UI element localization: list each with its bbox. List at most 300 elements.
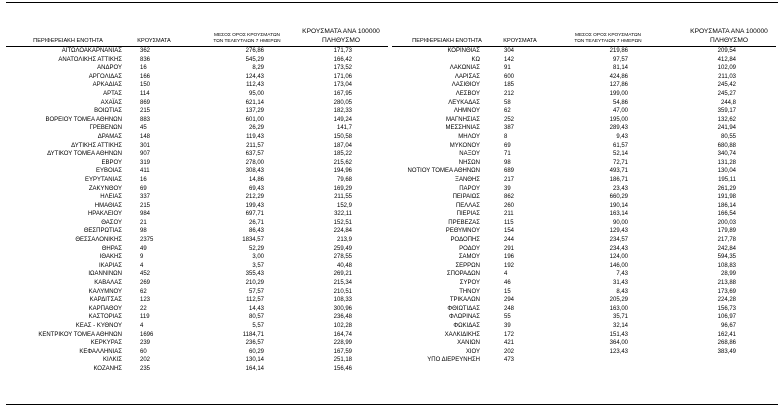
avg-7d-cell: 164,14 xyxy=(245,365,264,372)
cases-cell: 185 xyxy=(504,82,515,89)
per-100k-cell: 211,55 xyxy=(334,194,352,201)
cases-cell: 211 xyxy=(504,211,514,218)
region-cell: ΧΑΛΚΙΔΙΚΗΣ xyxy=(444,331,480,338)
table-row xyxy=(6,150,388,159)
table-row xyxy=(392,331,776,340)
cases-cell: 154 xyxy=(504,228,515,235)
table-row xyxy=(6,253,388,262)
per-100k-cell: 167,59 xyxy=(333,348,352,355)
avg-7d-cell: 8,29 xyxy=(252,65,264,72)
avg-7d-cell: 26,71 xyxy=(248,219,264,226)
avg-7d-cell: 57,57 xyxy=(248,288,264,295)
table-row xyxy=(392,185,776,194)
avg-7d-cell: 234,57 xyxy=(609,237,628,244)
per-100k-cell: 269,21 xyxy=(333,271,352,278)
avg-7d-cell: 95,00 xyxy=(248,90,264,97)
table-row xyxy=(392,47,776,56)
region-cell: ΑΡΤΑΣ xyxy=(103,90,122,97)
region-cell: ΡΟΔΟΥ xyxy=(459,245,480,252)
per-100k-cell: 106,97 xyxy=(717,314,736,321)
per-100k-cell: 194,96 xyxy=(333,168,352,175)
per-100k-cell: 412,84 xyxy=(717,56,736,63)
table-row xyxy=(6,193,388,202)
region-cell: ΠΑΡΟΥ xyxy=(459,185,480,192)
avg-7d-cell: 621,14 xyxy=(245,99,264,106)
table-row xyxy=(6,219,388,228)
avg-7d-cell: 69,43 xyxy=(248,185,264,192)
avg-7d-cell: 127,86 xyxy=(609,82,628,89)
avg-7d-cell: 276,86 xyxy=(245,48,264,54)
table-row xyxy=(6,90,388,99)
cases-cell: 1696 xyxy=(140,331,154,338)
region-cell: ΙΚΑΡΙΑΣ xyxy=(98,262,122,269)
table-row xyxy=(392,167,776,176)
table-row xyxy=(392,279,776,288)
per-100k-cell: 213,9 xyxy=(336,237,352,244)
avg-7d-cell: 660,29 xyxy=(609,194,628,201)
region-cell: ΠΕΙΡΑΙΩΣ xyxy=(452,194,480,201)
per-100k-cell: 211,03 xyxy=(718,73,736,80)
avg-7d-cell: 86,43 xyxy=(248,228,264,235)
per-100k-cell: 213,88 xyxy=(717,280,736,287)
region-cell: ΑΙΤΩΛΟΑΚΑΡΝΑΝΙΑΣ xyxy=(61,48,122,54)
table-row xyxy=(6,262,388,271)
per-100k-cell: 132,62 xyxy=(717,116,736,123)
region-cell: ΜΥΚΟΝΟΥ xyxy=(449,142,480,149)
avg-7d-cell: 14,86 xyxy=(248,176,264,183)
per-100k-cell: 141,7 xyxy=(336,125,352,132)
region-cell: ΝΟΤΙΟΥ ΤΟΜΕΑ ΑΘΗΝΩΝ xyxy=(407,168,480,175)
avg-7d-cell: 424,86 xyxy=(609,73,628,80)
region-cell: ΘΑΣΟΥ xyxy=(101,219,122,226)
cases-cell: 411 xyxy=(140,168,150,175)
table-row xyxy=(392,64,776,73)
per-100k-cell: 162,41 xyxy=(717,331,736,338)
region-cell: ΡΕΘΥΜΝΟΥ xyxy=(445,228,480,235)
cases-cell: 260 xyxy=(504,202,515,209)
header-region: ΠΕΡΙΦΕΡΕΙΑΚΗ ΕΝΟΤΗΤΑ xyxy=(33,38,103,44)
per-100k-cell: 167,95 xyxy=(333,90,352,97)
header-avg-7d: ΜΕΣΟΣ ΟΡΟΣ ΚΡΟΥΣΜΑΤΩΝ ΤΩΝ ΤΕΛΕΥΤΑΙΩΝ 7 ΗΜΕΡΩΝ xyxy=(574,33,642,44)
table-header xyxy=(6,22,388,45)
table-row xyxy=(6,245,388,254)
cases-cell: 452 xyxy=(140,271,151,278)
region-cell: ΕΒΡΟΥ xyxy=(101,159,122,166)
table-body xyxy=(392,47,776,365)
header-per-100k: ΚΡΟΥΣΜΑΤΑ ΑΝΑ 100000 ΠΛΗΘΥΣΜΟ xyxy=(690,28,768,44)
region-cell: ΒΟΡΕΙΟΥ ΤΟΜΕΑ ΑΘΗΝΩΝ xyxy=(45,116,122,123)
per-100k-cell: 102,09 xyxy=(717,65,736,72)
cases-cell: 58 xyxy=(504,99,511,106)
table-row xyxy=(6,73,388,82)
header-region: ΠΕΡΙΦΕΡΕΙΑΚΗ ΕΝΟΤΗΤΑ xyxy=(412,38,482,44)
cases-cell: 15 xyxy=(504,288,511,295)
per-100k-cell: 594,35 xyxy=(717,254,736,261)
avg-7d-cell: 81,14 xyxy=(612,65,628,72)
per-100k-cell: 179,89 xyxy=(717,228,736,235)
region-cell: ΧΑΝΙΩΝ xyxy=(457,340,480,347)
avg-7d-cell: 234,43 xyxy=(609,245,628,252)
region-cell: ΕΥΡΥΤΑΝΙΑΣ xyxy=(85,176,122,183)
cases-cell: 869 xyxy=(140,99,151,106)
per-100k-cell: 242,84 xyxy=(717,245,736,252)
cases-cell: 123 xyxy=(140,297,151,304)
per-100k-cell: 224,28 xyxy=(717,297,736,304)
avg-7d-cell: 52,14 xyxy=(612,151,628,158)
per-100k-cell: 322,11 xyxy=(334,211,352,218)
avg-7d-cell: 72,71 xyxy=(612,159,628,166)
table-row xyxy=(392,133,776,142)
table-row xyxy=(6,270,388,279)
cases-cell: 252 xyxy=(504,116,515,123)
table-row xyxy=(392,270,776,279)
table-row xyxy=(392,99,776,108)
region-cell: ΑΡΓΟΛΙΔΑΣ xyxy=(88,73,122,80)
cases-cell: 39 xyxy=(504,185,511,192)
table-row xyxy=(392,124,776,133)
cases-cell: 60 xyxy=(140,348,147,355)
avg-7d-cell: 112,57 xyxy=(246,297,264,304)
region-cell: ΕΥΒΟΙΑΣ xyxy=(95,168,122,175)
table-row xyxy=(392,73,776,82)
cases-cell: 421 xyxy=(504,340,515,347)
avg-7d-cell: 364,00 xyxy=(609,340,628,347)
table-row xyxy=(6,107,388,116)
avg-7d-cell: 195,00 xyxy=(609,116,628,123)
cases-cell: 600 xyxy=(504,73,515,80)
cases-cell: 235 xyxy=(140,365,151,372)
avg-7d-cell: 31,43 xyxy=(612,280,628,287)
region-cell: ΛΑΡΙΣΑΣ xyxy=(454,73,480,80)
cases-cell: 862 xyxy=(504,194,515,201)
table-row xyxy=(392,305,776,314)
region-cell: ΘΕΣΣΑΛΟΝΙΚΗΣ xyxy=(75,237,122,244)
per-100k-cell: 200,03 xyxy=(717,219,736,226)
per-100k-cell: 130,04 xyxy=(717,168,736,175)
avg-7d-cell: 8,43 xyxy=(616,288,628,295)
region-cell: ΓΡΕΒΕΝΩΝ xyxy=(89,125,122,132)
per-100k-cell: 244,8 xyxy=(720,99,736,106)
cases-cell: 91 xyxy=(504,65,511,72)
region-cell: ΠΙΕΡΙΑΣ xyxy=(456,211,480,218)
region-cell: ΗΛΕΙΑΣ xyxy=(100,194,122,201)
region-cell: ΦΩΚΙΔΑΣ xyxy=(453,323,480,329)
per-100k-cell: 79,68 xyxy=(336,176,352,183)
top-rule xyxy=(6,2,778,3)
table-row xyxy=(6,64,388,73)
region-cell: ΙΘΑΚΗΣ xyxy=(99,254,122,261)
table-header xyxy=(392,22,776,45)
avg-7d-cell: 124,43 xyxy=(245,73,264,80)
table-row xyxy=(6,356,388,365)
table-row xyxy=(6,227,388,236)
cases-cell: 883 xyxy=(140,116,151,123)
cases-cell: 215 xyxy=(140,108,151,115)
table-row xyxy=(6,339,388,348)
region-cell: ΑΝΔΡΟΥ xyxy=(97,65,122,72)
table-row xyxy=(6,305,388,314)
per-100k-cell: 261,29 xyxy=(717,185,736,192)
region-cell: ΛΗΜΝΟΥ xyxy=(453,108,480,115)
per-100k-cell: 182,33 xyxy=(333,108,352,115)
cases-cell: 16 xyxy=(140,65,147,72)
cases-cell: 46 xyxy=(504,280,511,287)
avg-7d-cell: 163,00 xyxy=(609,305,628,312)
avg-7d-cell: 9,43 xyxy=(616,133,628,140)
per-100k-cell: 171,73 xyxy=(333,48,352,54)
region-cell: ΛΕΥΚΑΔΑΣ xyxy=(448,99,480,106)
cases-cell: 269 xyxy=(140,280,151,287)
region-cell: ΧΙΟΥ xyxy=(465,348,480,355)
per-100k-cell: 186,14 xyxy=(717,202,736,209)
per-100k-cell: 173,69 xyxy=(717,288,736,295)
region-cell: ΑΡΚΑΔΙΑΣ xyxy=(92,82,122,89)
region-cell: ΚΑΡΔΙΤΣΑΣ xyxy=(89,297,122,304)
per-100k-cell: 215,34 xyxy=(333,280,352,287)
cases-cell: 196 xyxy=(504,254,515,261)
cases-cell: 836 xyxy=(140,56,151,63)
avg-7d-cell: 1834,57 xyxy=(242,237,264,244)
per-100k-cell: 156,46 xyxy=(333,365,352,372)
avg-7d-cell: 355,43 xyxy=(245,271,264,278)
region-cell: ΝΑΞΟΥ xyxy=(459,151,480,158)
table-row xyxy=(6,236,388,245)
header-cases: ΚΡΟΥΣΜΑΤΑ xyxy=(503,38,537,44)
table-row xyxy=(392,219,776,228)
per-100k-cell: 187,04 xyxy=(333,142,352,149)
cases-cell: 4 xyxy=(140,262,144,269)
cases-cell: 71 xyxy=(504,151,511,158)
avg-7d-cell: 1184,71 xyxy=(242,331,264,338)
avg-7d-cell: 26,29 xyxy=(248,125,264,132)
cases-cell: 62 xyxy=(140,288,147,295)
region-cell: ΤΗΝΟΥ xyxy=(459,288,480,295)
table-row xyxy=(392,253,776,262)
per-100k-cell: 185,22 xyxy=(333,151,352,158)
cases-cell: 304 xyxy=(504,48,515,54)
table-row xyxy=(6,185,388,194)
table-row xyxy=(392,176,776,185)
region-cell: ΤΡΙΚΑΛΩΝ xyxy=(449,297,480,304)
table-right xyxy=(392,22,776,365)
region-cell: ΛΕΣΒΟΥ xyxy=(455,90,480,97)
per-100k-cell: 40,48 xyxy=(336,262,352,269)
table-row xyxy=(392,150,776,159)
region-cell: ΘΕΣΠΡΩΤΙΑΣ xyxy=(83,228,122,235)
region-cell: ΚΟΖΑΝΗΣ xyxy=(93,365,122,372)
cases-cell: 2375 xyxy=(140,237,154,244)
avg-7d-cell: 163,14 xyxy=(609,211,628,218)
region-cell: ΗΡΑΚΛΕΙΟΥ xyxy=(87,211,122,218)
per-100k-cell: 28,99 xyxy=(720,271,736,278)
region-cell: ΞΑΝΘΗΣ xyxy=(455,176,480,183)
cases-cell: 337 xyxy=(140,194,151,201)
avg-7d-cell: 151,43 xyxy=(609,331,628,338)
avg-7d-cell: 47,00 xyxy=(612,108,628,115)
region-cell: ΑΝΑΤΟΛΙΚΗΣ ΑΤΤΙΚΗΣ xyxy=(58,56,122,63)
table-row xyxy=(392,313,776,322)
table-row xyxy=(392,202,776,211)
header-cases: ΚΡΟΥΣΜΑΤΑ xyxy=(137,38,171,44)
cases-cell: 98 xyxy=(140,228,147,235)
table-row xyxy=(392,193,776,202)
region-cell: ΥΠΟ ΔΙΕΡΕΥΝΗΣΗ xyxy=(427,357,480,364)
cases-cell: 142 xyxy=(504,56,515,63)
table-row xyxy=(6,99,388,108)
avg-7d-cell: 129,43 xyxy=(609,228,628,235)
cases-cell: 473 xyxy=(504,357,515,364)
cases-cell: 301 xyxy=(140,142,151,149)
avg-7d-cell: 190,14 xyxy=(609,202,628,209)
table-row xyxy=(6,202,388,211)
per-100k-cell: 169,29 xyxy=(333,185,352,192)
per-100k-cell: 259,49 xyxy=(333,245,352,252)
table-row xyxy=(392,339,776,348)
avg-7d-cell: 3,00 xyxy=(252,254,264,261)
avg-7d-cell: 137,29 xyxy=(245,108,264,115)
avg-7d-cell: 119,43 xyxy=(246,133,264,140)
table-row xyxy=(6,47,388,56)
cases-cell: 362 xyxy=(140,48,151,54)
per-100k-cell: 164,74 xyxy=(333,331,352,338)
cases-cell: 689 xyxy=(504,168,515,175)
region-cell: ΑΧΑΪΑΣ xyxy=(100,99,122,106)
per-100k-cell: 268,86 xyxy=(717,340,736,347)
table-row xyxy=(392,348,776,357)
avg-7d-cell: 219,86 xyxy=(609,48,628,54)
avg-7d-cell: 52,29 xyxy=(248,245,264,252)
table-row xyxy=(6,124,388,133)
avg-7d-cell: 545,29 xyxy=(245,56,264,63)
region-cell: ΡΟΔΟΠΗΣ xyxy=(450,237,480,244)
region-cell: ΚΩ xyxy=(471,56,480,63)
region-cell: ΔΥΤΙΚΟΥ ΤΟΜΕΑ ΑΘΗΝΩΝ xyxy=(47,151,122,158)
table-row xyxy=(392,227,776,236)
region-cell: ΚΑΡΠΑΘΟΥ xyxy=(88,305,122,312)
table-row xyxy=(392,322,776,331)
table-row xyxy=(6,313,388,322)
region-cell: ΣΕΡΡΩΝ xyxy=(455,262,480,269)
avg-7d-cell: 23,43 xyxy=(612,185,628,192)
avg-7d-cell: 35,71 xyxy=(612,314,628,321)
per-100k-cell: 149,24 xyxy=(333,116,352,123)
region-cell: ΣΥΡΟΥ xyxy=(459,280,480,287)
table-row xyxy=(6,167,388,176)
avg-7d-cell: 130,14 xyxy=(245,357,264,364)
table-body xyxy=(6,47,388,374)
table-row xyxy=(392,288,776,297)
cases-cell: 192 xyxy=(504,262,515,269)
region-cell: ΚΑΛΥΜΝΟΥ xyxy=(88,288,122,295)
per-100k-cell: 340,74 xyxy=(717,151,736,158)
region-cell: ΣΠΟΡΑΔΩΝ xyxy=(446,271,480,278)
per-100k-cell: 156,73 xyxy=(717,305,736,312)
avg-7d-cell: 14,43 xyxy=(248,305,264,312)
avg-7d-cell: 236,57 xyxy=(245,340,264,347)
table-row xyxy=(392,159,776,168)
region-cell: ΙΩΑΝΝΙΝΩΝ xyxy=(88,271,122,278)
header-avg-7d: ΜΕΣΟΣ ΟΡΟΣ ΚΡΟΥΣΜΑΤΩΝ ΤΩΝ ΤΕΛΕΥΤΑΙΩΝ 7 ΗΜΕΡΩΝ xyxy=(213,33,281,44)
per-100k-cell: 166,42 xyxy=(333,56,352,63)
cases-cell: 114 xyxy=(140,90,150,97)
table-row xyxy=(392,245,776,254)
per-100k-cell: 245,27 xyxy=(717,90,736,97)
table-row xyxy=(6,288,388,297)
avg-7d-cell: 80,57 xyxy=(248,314,264,321)
table-row xyxy=(6,322,388,331)
cases-cell: 387 xyxy=(504,125,515,132)
cases-cell: 98 xyxy=(504,159,511,166)
per-100k-cell: 152,51 xyxy=(333,219,352,226)
cases-cell: 9 xyxy=(140,254,144,261)
table-row xyxy=(6,176,388,185)
per-100k-cell: 210,51 xyxy=(333,288,352,295)
cases-cell: 319 xyxy=(140,159,151,166)
cases-cell: 21 xyxy=(140,219,147,226)
table-row xyxy=(392,262,776,271)
per-100k-cell: 241,94 xyxy=(717,125,736,132)
avg-7d-cell: 124,00 xyxy=(609,254,628,261)
cases-cell: 150 xyxy=(140,82,151,89)
avg-7d-cell: 289,43 xyxy=(609,125,628,132)
table-row xyxy=(392,356,776,365)
avg-7d-cell: 3,57 xyxy=(252,262,264,269)
cases-cell: 62 xyxy=(504,108,511,115)
avg-7d-cell: 60,29 xyxy=(248,348,264,355)
per-100k-cell: 171,06 xyxy=(333,73,352,80)
cases-cell: 4 xyxy=(504,271,508,278)
per-100k-cell: 152,9 xyxy=(336,202,352,209)
avg-7d-cell: 637,57 xyxy=(245,151,264,158)
avg-7d-cell: 97,57 xyxy=(612,56,628,63)
cases-cell: 212 xyxy=(504,90,515,97)
avg-7d-cell: 278,00 xyxy=(245,159,264,166)
cases-cell: 49 xyxy=(140,245,147,252)
avg-7d-cell: 212,29 xyxy=(245,194,264,201)
per-100k-cell: 215,62 xyxy=(333,159,352,166)
cases-cell: 22 xyxy=(140,305,147,312)
per-100k-cell: 80,55 xyxy=(720,133,736,140)
table-row xyxy=(392,90,776,99)
region-cell: ΚΕΝΤΡΙΚΟΥ ΤΟΜΕΑ ΑΘΗΝΩΝ xyxy=(38,331,122,338)
region-cell: ΔΡΑΜΑΣ xyxy=(97,133,122,140)
cases-cell: 248 xyxy=(504,305,515,312)
avg-7d-cell: 199,00 xyxy=(609,90,628,97)
avg-7d-cell: 205,29 xyxy=(609,297,628,304)
region-cell: ΚΕΦΑΛΛΗΝΙΑΣ xyxy=(79,348,122,355)
cases-cell: 239 xyxy=(140,340,151,347)
avg-7d-cell: 199,43 xyxy=(245,202,264,209)
region-cell: ΚΟΡΙΝΘΙΑΣ xyxy=(447,48,480,54)
cases-cell: 291 xyxy=(504,245,515,252)
region-cell: ΦΛΩΡΙΝΑΣ xyxy=(449,314,480,321)
per-100k-cell: 191,98 xyxy=(717,194,736,201)
region-cell: ΚΑΣΤΟΡΙΑΣ xyxy=(88,314,122,321)
table-row xyxy=(392,81,776,90)
cases-cell: 55 xyxy=(504,314,511,321)
table-row xyxy=(392,210,776,219)
per-100k-cell: 236,48 xyxy=(333,314,352,321)
region-cell: ΦΘΙΩΤΙΔΑΣ xyxy=(447,305,480,312)
avg-7d-cell: 123,43 xyxy=(609,348,628,355)
cases-cell: 45 xyxy=(140,125,147,132)
avg-7d-cell: 112,43 xyxy=(246,82,264,89)
region-cell: ΜΑΓΝΗΣΙΑΣ xyxy=(445,116,480,123)
cases-cell: 202 xyxy=(140,357,151,364)
cases-cell: 244 xyxy=(504,237,515,244)
cases-cell: 69 xyxy=(140,185,147,192)
per-100k-cell: 108,83 xyxy=(717,262,736,269)
